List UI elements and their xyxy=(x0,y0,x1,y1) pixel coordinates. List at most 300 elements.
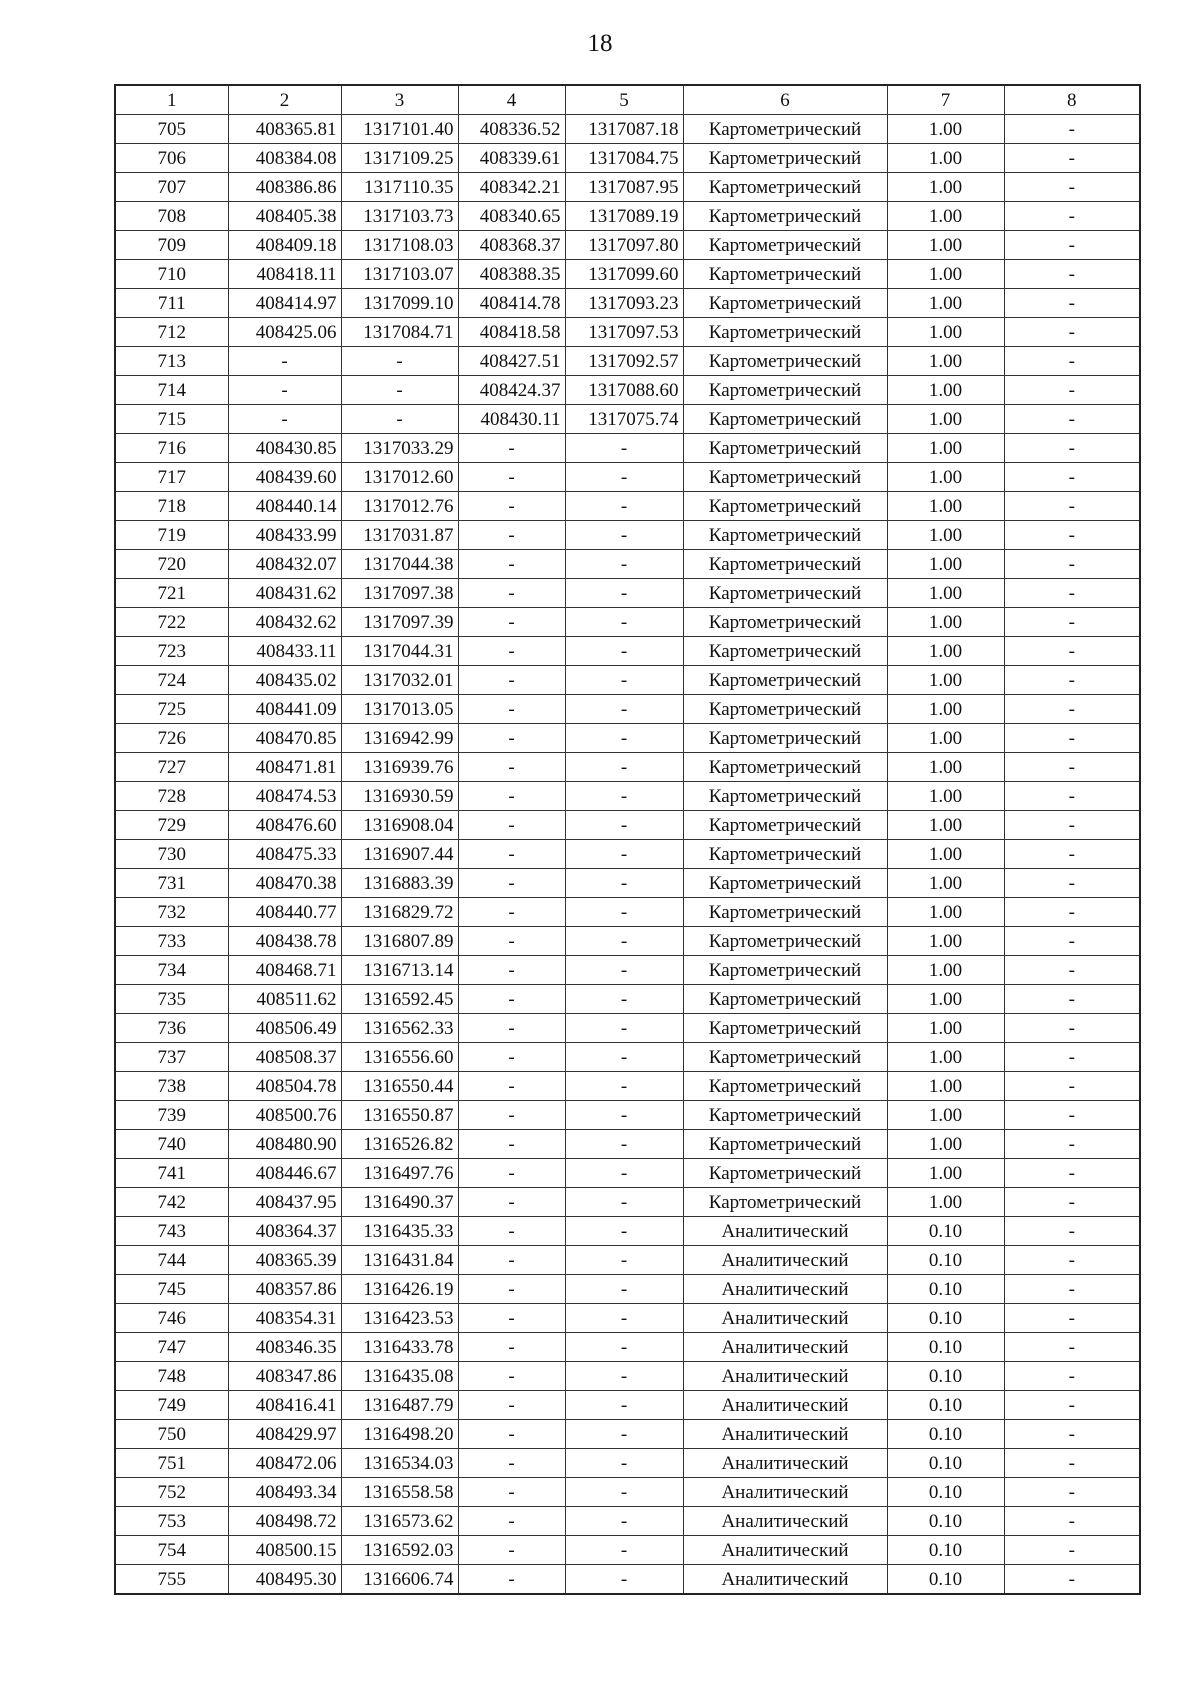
method-cell: Картометрический xyxy=(683,1072,887,1101)
note-cell: - xyxy=(1004,550,1140,579)
table-row xyxy=(115,724,1140,753)
table-row xyxy=(115,898,1140,927)
table-row xyxy=(115,1014,1140,1043)
note-cell: - xyxy=(1004,231,1140,260)
y-coord-cell: 1317033.29 xyxy=(341,434,458,463)
point-number-cell: 714 xyxy=(115,376,228,405)
col-2-header: 2 xyxy=(228,85,341,115)
method-cell: Картометрический xyxy=(683,550,887,579)
page-number: 18 xyxy=(587,30,613,57)
y-coord-new-cell: - xyxy=(565,695,683,724)
table-row xyxy=(115,115,1140,144)
method-cell: Картометрический xyxy=(683,144,887,173)
header-row xyxy=(115,85,1140,115)
y-coord-cell: 1316829.72 xyxy=(341,898,458,927)
x-coord-new-cell: - xyxy=(458,956,565,985)
method-cell: Аналитический xyxy=(683,1275,887,1304)
y-coord-new-cell: - xyxy=(565,579,683,608)
x-coord-new-cell: - xyxy=(458,1507,565,1536)
y-coord-cell: 1316713.14 xyxy=(341,956,458,985)
accuracy-cell: 1.00 xyxy=(887,405,1004,434)
x-coord-cell: 408433.11 xyxy=(228,637,341,666)
y-coord-new-cell: - xyxy=(565,1043,683,1072)
point-number-cell: 750 xyxy=(115,1420,228,1449)
x-coord-new-cell: - xyxy=(458,1072,565,1101)
table-row xyxy=(115,956,1140,985)
method-cell: Картометрический xyxy=(683,1014,887,1043)
accuracy-cell: 0.10 xyxy=(887,1333,1004,1362)
note-cell: - xyxy=(1004,1130,1140,1159)
x-coord-new-cell: 408339.61 xyxy=(458,144,565,173)
y-coord-cell: 1317012.76 xyxy=(341,492,458,521)
y-coord-cell: 1316908.04 xyxy=(341,811,458,840)
note-cell: - xyxy=(1004,753,1140,782)
table-row xyxy=(115,1130,1140,1159)
point-number-cell: 743 xyxy=(115,1217,228,1246)
y-coord-new-cell: - xyxy=(565,1304,683,1333)
point-number-cell: 734 xyxy=(115,956,228,985)
y-coord-cell: 1317110.35 xyxy=(341,173,458,202)
y-coord-cell: 1317101.40 xyxy=(341,115,458,144)
point-number-cell: 715 xyxy=(115,405,228,434)
table-row xyxy=(115,521,1140,550)
y-coord-new-cell: 1317093.23 xyxy=(565,289,683,318)
note-cell: - xyxy=(1004,666,1140,695)
accuracy-cell: 1.00 xyxy=(887,202,1004,231)
y-coord-cell: 1317044.38 xyxy=(341,550,458,579)
y-coord-cell: 1316558.58 xyxy=(341,1478,458,1507)
x-coord-new-cell: 408342.21 xyxy=(458,173,565,202)
x-coord-cell: 408429.97 xyxy=(228,1420,341,1449)
method-cell: Картометрический xyxy=(683,1159,887,1188)
x-coord-cell: 408414.97 xyxy=(228,289,341,318)
x-coord-new-cell: - xyxy=(458,1275,565,1304)
table-row xyxy=(115,985,1140,1014)
point-number-cell: 719 xyxy=(115,521,228,550)
table-row xyxy=(115,260,1140,289)
y-coord-new-cell: - xyxy=(565,666,683,695)
note-cell: - xyxy=(1004,724,1140,753)
x-coord-new-cell: - xyxy=(458,985,565,1014)
y-coord-new-cell: - xyxy=(565,608,683,637)
x-coord-new-cell: - xyxy=(458,521,565,550)
method-cell: Аналитический xyxy=(683,1478,887,1507)
point-number-cell: 749 xyxy=(115,1391,228,1420)
accuracy-cell: 1.00 xyxy=(887,260,1004,289)
x-coord-new-cell: - xyxy=(458,811,565,840)
y-coord-new-cell: - xyxy=(565,1130,683,1159)
y-coord-new-cell: 1317097.80 xyxy=(565,231,683,260)
note-cell: - xyxy=(1004,1304,1140,1333)
accuracy-cell: 1.00 xyxy=(887,289,1004,318)
x-coord-cell: 408440.77 xyxy=(228,898,341,927)
y-coord-new-cell: - xyxy=(565,753,683,782)
x-coord-new-cell: - xyxy=(458,1188,565,1217)
method-cell: Аналитический xyxy=(683,1304,887,1333)
x-coord-new-cell: - xyxy=(458,579,565,608)
x-coord-new-cell: - xyxy=(458,1333,565,1362)
x-coord-new-cell: 408388.35 xyxy=(458,260,565,289)
method-cell: Картометрический xyxy=(683,318,887,347)
accuracy-cell: 0.10 xyxy=(887,1362,1004,1391)
point-number-cell: 754 xyxy=(115,1536,228,1565)
x-coord-new-cell: - xyxy=(458,1159,565,1188)
x-coord-cell: 408346.35 xyxy=(228,1333,341,1362)
method-cell: Картометрический xyxy=(683,579,887,608)
note-cell: - xyxy=(1004,1217,1140,1246)
col-4-header: 4 xyxy=(458,85,565,115)
accuracy-cell: 1.00 xyxy=(887,318,1004,347)
y-coord-new-cell: - xyxy=(565,1536,683,1565)
method-cell: Аналитический xyxy=(683,1420,887,1449)
note-cell: - xyxy=(1004,840,1140,869)
x-coord-new-cell: - xyxy=(458,1536,565,1565)
y-coord-cell: 1317032.01 xyxy=(341,666,458,695)
note-cell: - xyxy=(1004,1072,1140,1101)
x-coord-new-cell: 408336.52 xyxy=(458,115,565,144)
y-coord-new-cell: - xyxy=(565,637,683,666)
point-number-cell: 720 xyxy=(115,550,228,579)
x-coord-new-cell: - xyxy=(458,1391,565,1420)
point-number-cell: 717 xyxy=(115,463,228,492)
y-coord-new-cell: 1317075.74 xyxy=(565,405,683,434)
x-coord-cell: 408500.15 xyxy=(228,1536,341,1565)
point-number-cell: 733 xyxy=(115,927,228,956)
note-cell: - xyxy=(1004,115,1140,144)
y-coord-new-cell: - xyxy=(565,1188,683,1217)
note-cell: - xyxy=(1004,1565,1140,1595)
table-row xyxy=(115,173,1140,202)
y-coord-cell: 1316526.82 xyxy=(341,1130,458,1159)
x-coord-cell: 408468.71 xyxy=(228,956,341,985)
table-header xyxy=(115,85,1140,115)
point-number-cell: 728 xyxy=(115,782,228,811)
accuracy-cell: 1.00 xyxy=(887,115,1004,144)
y-coord-new-cell: 1317087.18 xyxy=(565,115,683,144)
x-coord-cell: 408471.81 xyxy=(228,753,341,782)
accuracy-cell: 1.00 xyxy=(887,144,1004,173)
note-cell: - xyxy=(1004,173,1140,202)
point-number-cell: 706 xyxy=(115,144,228,173)
y-coord-cell: 1316435.33 xyxy=(341,1217,458,1246)
x-coord-new-cell: - xyxy=(458,666,565,695)
accuracy-cell: 1.00 xyxy=(887,463,1004,492)
note-cell: - xyxy=(1004,521,1140,550)
x-coord-cell: 408432.07 xyxy=(228,550,341,579)
accuracy-cell: 1.00 xyxy=(887,869,1004,898)
x-coord-new-cell: - xyxy=(458,550,565,579)
y-coord-new-cell: 1317097.53 xyxy=(565,318,683,347)
x-coord-cell: 408493.34 xyxy=(228,1478,341,1507)
accuracy-cell: 1.00 xyxy=(887,550,1004,579)
method-cell: Картометрический xyxy=(683,1043,887,1072)
x-coord-new-cell: - xyxy=(458,1043,565,1072)
table-row xyxy=(115,1362,1140,1391)
y-coord-cell: 1316435.08 xyxy=(341,1362,458,1391)
x-coord-cell: - xyxy=(228,405,341,434)
note-cell: - xyxy=(1004,144,1140,173)
note-cell: - xyxy=(1004,1159,1140,1188)
y-coord-cell: 1316490.37 xyxy=(341,1188,458,1217)
y-coord-new-cell: - xyxy=(565,956,683,985)
note-cell: - xyxy=(1004,898,1140,927)
x-coord-new-cell: - xyxy=(458,608,565,637)
point-number-cell: 752 xyxy=(115,1478,228,1507)
note-cell: - xyxy=(1004,637,1140,666)
x-coord-new-cell: 408414.78 xyxy=(458,289,565,318)
table-row xyxy=(115,695,1140,724)
accuracy-cell: 1.00 xyxy=(887,898,1004,927)
x-coord-cell: 408500.76 xyxy=(228,1101,341,1130)
y-coord-cell: 1316592.03 xyxy=(341,1536,458,1565)
y-coord-cell: 1317108.03 xyxy=(341,231,458,260)
y-coord-cell: 1316907.44 xyxy=(341,840,458,869)
y-coord-new-cell: - xyxy=(565,1014,683,1043)
method-cell: Картометрический xyxy=(683,840,887,869)
y-coord-cell: 1317099.10 xyxy=(341,289,458,318)
table-row xyxy=(115,1391,1140,1420)
method-cell: Аналитический xyxy=(683,1391,887,1420)
accuracy-cell: 0.10 xyxy=(887,1420,1004,1449)
x-coord-new-cell: - xyxy=(458,840,565,869)
note-cell: - xyxy=(1004,347,1140,376)
x-coord-new-cell: 408418.58 xyxy=(458,318,565,347)
x-coord-new-cell: 408424.37 xyxy=(458,376,565,405)
col-3-header: 3 xyxy=(341,85,458,115)
y-coord-cell: 1317044.31 xyxy=(341,637,458,666)
point-number-cell: 742 xyxy=(115,1188,228,1217)
method-cell: Картометрический xyxy=(683,492,887,521)
y-coord-new-cell: - xyxy=(565,1101,683,1130)
y-coord-new-cell: - xyxy=(565,1246,683,1275)
coordinates-table xyxy=(114,84,1141,1595)
y-coord-new-cell: - xyxy=(565,1217,683,1246)
x-coord-new-cell: - xyxy=(458,1217,565,1246)
accuracy-cell: 0.10 xyxy=(887,1565,1004,1595)
point-number-cell: 731 xyxy=(115,869,228,898)
y-coord-new-cell: - xyxy=(565,898,683,927)
x-coord-cell: 408474.53 xyxy=(228,782,341,811)
y-coord-new-cell: - xyxy=(565,1449,683,1478)
x-coord-new-cell: 408430.11 xyxy=(458,405,565,434)
x-coord-cell: 408416.41 xyxy=(228,1391,341,1420)
x-coord-new-cell: - xyxy=(458,434,565,463)
x-coord-new-cell: - xyxy=(458,898,565,927)
method-cell: Картометрический xyxy=(683,724,887,753)
x-coord-cell: 408495.30 xyxy=(228,1565,341,1595)
y-coord-cell: - xyxy=(341,347,458,376)
col-1-header: 1 xyxy=(115,85,228,115)
accuracy-cell: 1.00 xyxy=(887,985,1004,1014)
point-number-cell: 755 xyxy=(115,1565,228,1595)
method-cell: Аналитический xyxy=(683,1217,887,1246)
x-coord-new-cell: - xyxy=(458,1420,565,1449)
note-cell: - xyxy=(1004,956,1140,985)
note-cell: - xyxy=(1004,1362,1140,1391)
note-cell: - xyxy=(1004,1333,1140,1362)
accuracy-cell: 0.10 xyxy=(887,1391,1004,1420)
y-coord-new-cell: - xyxy=(565,724,683,753)
x-coord-cell: 408476.60 xyxy=(228,811,341,840)
note-cell: - xyxy=(1004,434,1140,463)
table-row xyxy=(115,405,1140,434)
x-coord-cell: 408386.86 xyxy=(228,173,341,202)
table-body xyxy=(115,115,1140,1595)
x-coord-cell: 408475.33 xyxy=(228,840,341,869)
note-cell: - xyxy=(1004,289,1140,318)
y-coord-cell: 1316562.33 xyxy=(341,1014,458,1043)
x-coord-new-cell: - xyxy=(458,753,565,782)
x-coord-cell: 408365.39 xyxy=(228,1246,341,1275)
note-cell: - xyxy=(1004,1391,1140,1420)
col-5-header: 5 xyxy=(565,85,683,115)
method-cell: Картометрический xyxy=(683,434,887,463)
point-number-cell: 751 xyxy=(115,1449,228,1478)
col-8-header: 8 xyxy=(1004,85,1140,115)
point-number-cell: 740 xyxy=(115,1130,228,1159)
x-coord-cell: 408354.31 xyxy=(228,1304,341,1333)
note-cell: - xyxy=(1004,1275,1140,1304)
x-coord-new-cell: - xyxy=(458,927,565,956)
x-coord-cell: 408438.78 xyxy=(228,927,341,956)
x-coord-cell: 408498.72 xyxy=(228,1507,341,1536)
note-cell: - xyxy=(1004,318,1140,347)
method-cell: Картометрический xyxy=(683,869,887,898)
note-cell: - xyxy=(1004,1043,1140,1072)
note-cell: - xyxy=(1004,1507,1140,1536)
note-cell: - xyxy=(1004,985,1140,1014)
note-cell: - xyxy=(1004,579,1140,608)
note-cell: - xyxy=(1004,1101,1140,1130)
x-coord-new-cell: - xyxy=(458,1304,565,1333)
point-number-cell: 725 xyxy=(115,695,228,724)
x-coord-cell: - xyxy=(228,347,341,376)
x-coord-cell: 408504.78 xyxy=(228,1072,341,1101)
method-cell: Аналитический xyxy=(683,1565,887,1595)
note-cell: - xyxy=(1004,1014,1140,1043)
y-coord-new-cell: - xyxy=(565,927,683,956)
x-coord-new-cell: - xyxy=(458,463,565,492)
note-cell: - xyxy=(1004,811,1140,840)
x-coord-cell: 408439.60 xyxy=(228,463,341,492)
x-coord-new-cell: - xyxy=(458,695,565,724)
note-cell: - xyxy=(1004,1188,1140,1217)
y-coord-cell: 1316883.39 xyxy=(341,869,458,898)
y-coord-new-cell: - xyxy=(565,492,683,521)
x-coord-cell: 408441.09 xyxy=(228,695,341,724)
method-cell: Картометрический xyxy=(683,898,887,927)
method-cell: Картометрический xyxy=(683,202,887,231)
accuracy-cell: 1.00 xyxy=(887,1130,1004,1159)
table-row xyxy=(115,1217,1140,1246)
method-cell: Картометрический xyxy=(683,347,887,376)
point-number-cell: 716 xyxy=(115,434,228,463)
table-row xyxy=(115,811,1140,840)
table-row xyxy=(115,463,1140,492)
point-number-cell: 707 xyxy=(115,173,228,202)
table-row xyxy=(115,550,1140,579)
x-coord-cell: 408472.06 xyxy=(228,1449,341,1478)
x-coord-cell: 408409.18 xyxy=(228,231,341,260)
point-number-cell: 713 xyxy=(115,347,228,376)
x-coord-cell: 408431.62 xyxy=(228,579,341,608)
y-coord-new-cell: - xyxy=(565,1565,683,1595)
y-coord-cell: 1317097.38 xyxy=(341,579,458,608)
method-cell: Картометрический xyxy=(683,521,887,550)
method-cell: Аналитический xyxy=(683,1536,887,1565)
table-row xyxy=(115,1188,1140,1217)
note-cell: - xyxy=(1004,376,1140,405)
table-row xyxy=(115,144,1140,173)
table-row xyxy=(115,492,1140,521)
x-coord-cell: 408357.86 xyxy=(228,1275,341,1304)
method-cell: Картометрический xyxy=(683,115,887,144)
y-coord-cell: 1316550.44 xyxy=(341,1072,458,1101)
y-coord-cell: 1317103.07 xyxy=(341,260,458,289)
x-coord-new-cell: 408340.65 xyxy=(458,202,565,231)
x-coord-cell: 408425.06 xyxy=(228,318,341,347)
y-coord-new-cell: - xyxy=(565,1159,683,1188)
table-row xyxy=(115,1449,1140,1478)
col-7-header: 7 xyxy=(887,85,1004,115)
accuracy-cell: 1.00 xyxy=(887,173,1004,202)
x-coord-cell: 408347.86 xyxy=(228,1362,341,1391)
x-coord-cell: 408432.62 xyxy=(228,608,341,637)
y-coord-cell: - xyxy=(341,376,458,405)
accuracy-cell: 0.10 xyxy=(887,1275,1004,1304)
note-cell: - xyxy=(1004,1536,1140,1565)
point-number-cell: 753 xyxy=(115,1507,228,1536)
note-cell: - xyxy=(1004,405,1140,434)
table-row xyxy=(115,1478,1140,1507)
x-coord-new-cell: 408427.51 xyxy=(458,347,565,376)
accuracy-cell: 1.00 xyxy=(887,1188,1004,1217)
x-coord-cell: 408508.37 xyxy=(228,1043,341,1072)
y-coord-new-cell: 1317099.60 xyxy=(565,260,683,289)
x-coord-new-cell: - xyxy=(458,1362,565,1391)
accuracy-cell: 1.00 xyxy=(887,695,1004,724)
table-row xyxy=(115,289,1140,318)
x-coord-cell: 408405.38 xyxy=(228,202,341,231)
accuracy-cell: 1.00 xyxy=(887,724,1004,753)
point-number-cell: 748 xyxy=(115,1362,228,1391)
note-cell: - xyxy=(1004,1246,1140,1275)
point-number-cell: 726 xyxy=(115,724,228,753)
point-number-cell: 741 xyxy=(115,1159,228,1188)
accuracy-cell: 1.00 xyxy=(887,811,1004,840)
y-coord-new-cell: - xyxy=(565,1275,683,1304)
y-coord-new-cell: - xyxy=(565,782,683,811)
x-coord-new-cell: - xyxy=(458,1101,565,1130)
table-row xyxy=(115,1333,1140,1362)
point-number-cell: 724 xyxy=(115,666,228,695)
y-coord-cell: 1316498.20 xyxy=(341,1420,458,1449)
method-cell: Аналитический xyxy=(683,1507,887,1536)
accuracy-cell: 1.00 xyxy=(887,492,1004,521)
table-row xyxy=(115,376,1140,405)
y-coord-cell: 1316431.84 xyxy=(341,1246,458,1275)
y-coord-new-cell: - xyxy=(565,1507,683,1536)
table-row xyxy=(115,231,1140,260)
x-coord-new-cell: - xyxy=(458,1565,565,1595)
point-number-cell: 747 xyxy=(115,1333,228,1362)
table-row xyxy=(115,1420,1140,1449)
table-row xyxy=(115,753,1140,782)
y-coord-cell: - xyxy=(341,405,458,434)
table-row xyxy=(115,202,1140,231)
x-coord-new-cell: - xyxy=(458,869,565,898)
table-row xyxy=(115,927,1140,956)
